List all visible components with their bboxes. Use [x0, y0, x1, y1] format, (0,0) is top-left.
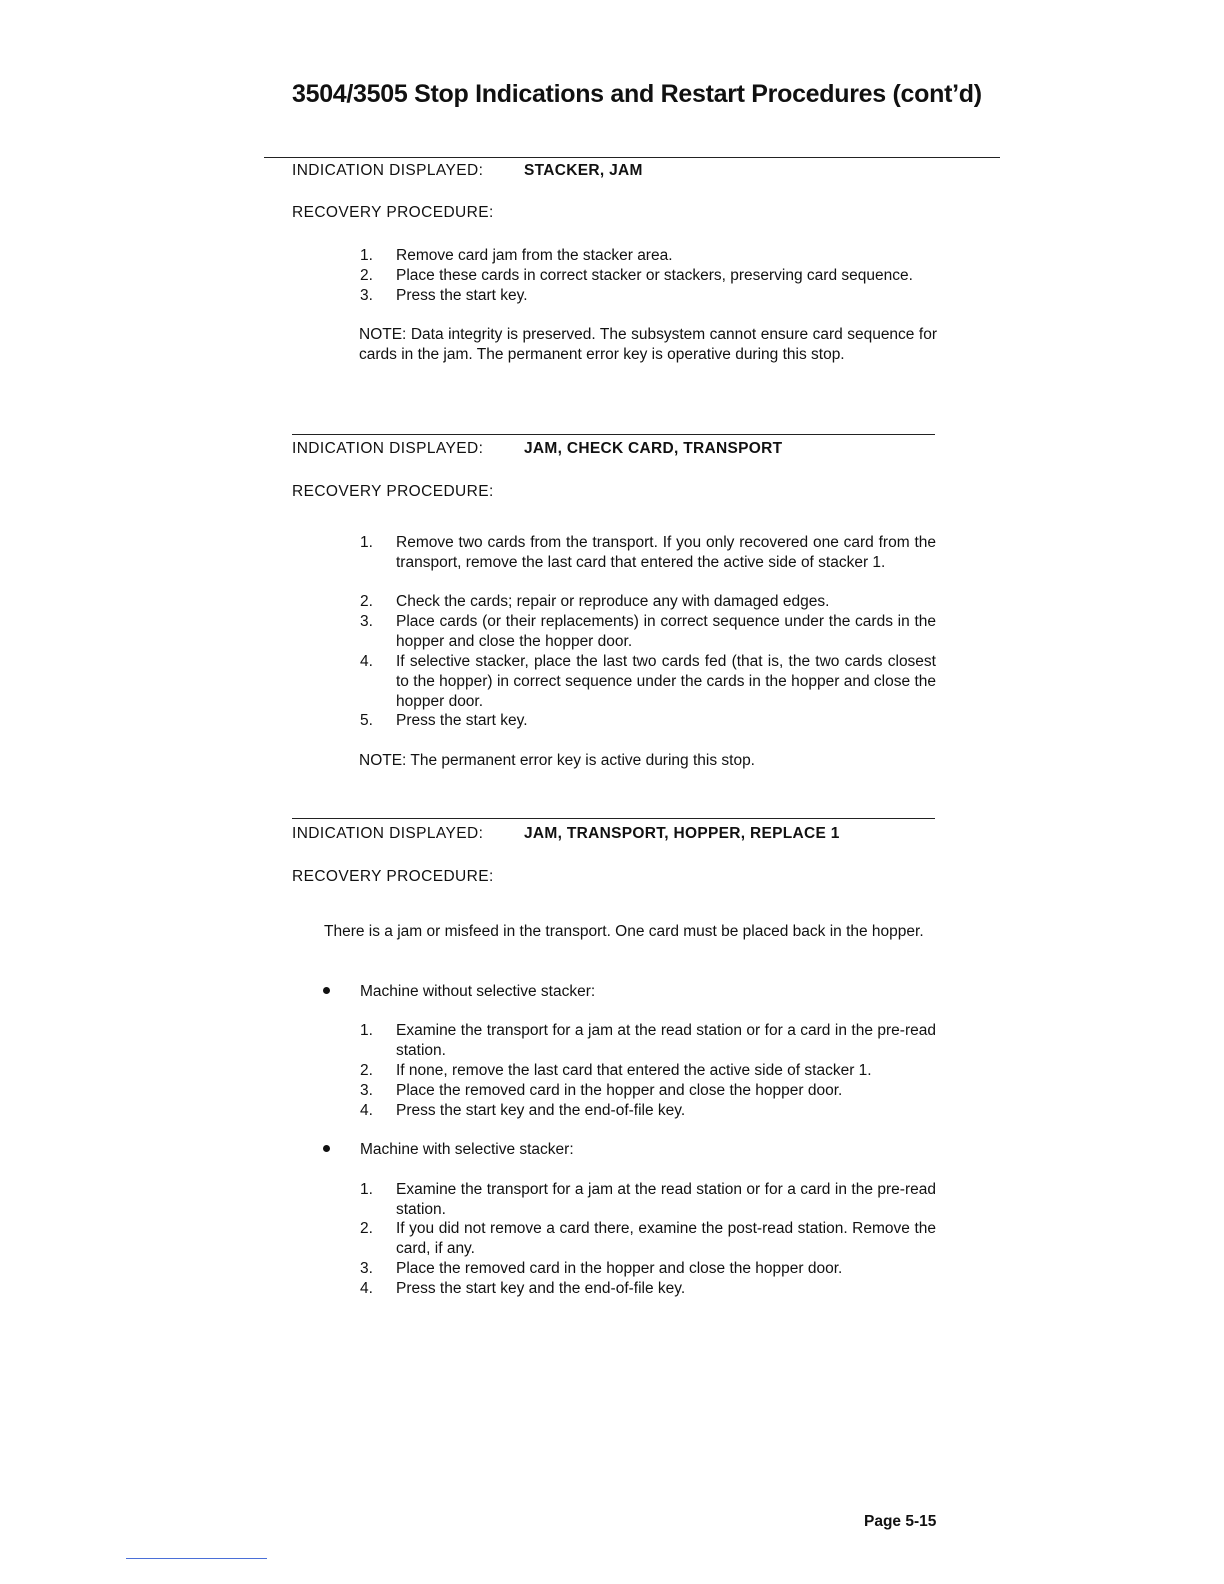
step-number: 4. [360, 1280, 373, 1297]
step-number: 2. [360, 1220, 373, 1237]
step-text: If you did not remove a card there, examine the post-read station. Remove the card, if any. [396, 1220, 936, 1257]
indication-value: STACKER, JAM [524, 162, 643, 179]
step-text: Examine the transport for a jam at the read station or for a card in the pre-read station. [396, 1022, 936, 1059]
recovery-label: RECOVERY PROCEDURE: [292, 868, 494, 885]
recovery-label: RECOVERY PROCEDURE: [292, 204, 494, 221]
section-divider [264, 157, 1000, 158]
step-number: 1. [360, 534, 373, 551]
step-text: Place these cards in correct stacker or stackers, preserving card sequence. [396, 267, 913, 284]
step-text: Place cards (or their replacements) in correct sequence under the cards in the hopper and close the hopper door. [396, 613, 936, 650]
page-number: Page 5-15 [864, 1513, 937, 1530]
step-number: 3. [360, 1260, 373, 1277]
step-number: 2. [360, 593, 373, 610]
intro-paragraph: There is a jam or misfeed in the transport. One card must be placed back in the hopper. [324, 923, 924, 940]
step-text: Press the start key and the end-of-file key. [396, 1280, 686, 1297]
step-number: 3. [360, 613, 373, 630]
bullet-icon [323, 1145, 330, 1152]
step-text: Press the start key. [396, 287, 528, 304]
step-text: Place the removed card in the hopper and close the hopper door. [396, 1260, 843, 1277]
step-number: 1. [360, 247, 373, 264]
step-number: 3. [360, 287, 373, 304]
step-text: Remove card jam from the stacker area. [396, 247, 673, 264]
section-divider [292, 818, 935, 819]
step-text: Press the start key. [396, 712, 528, 729]
indication-label: INDICATION DISPLAYED: [292, 162, 484, 179]
group-heading: Machine without selective stacker: [360, 983, 596, 1000]
step-number: 1. [360, 1181, 373, 1198]
bullet-icon [323, 987, 330, 994]
step-text: Remove two cards from the transport. If you only recovered one card from the transport, remove the last card that entered the active side of stacker 1. [396, 534, 936, 571]
indication-label: INDICATION DISPLAYED: [292, 440, 484, 457]
note-text: NOTE: Data integrity is preserved. The subsystem cannot ensure card sequence for cards in the jam. The permanent error key is operative during this stop. [359, 326, 937, 363]
step-text: Examine the transport for a jam at the read station or for a card in the pre-read station. [396, 1181, 936, 1218]
step-number: 4. [360, 653, 373, 670]
step-text: Place the removed card in the hopper and close the hopper door. [396, 1082, 843, 1099]
section-divider [292, 434, 935, 435]
step-text: Check the cards; repair or reproduce any with damaged edges. [396, 593, 830, 610]
step-text: Press the start key and the end-of-file key. [396, 1102, 686, 1119]
note-text: NOTE: The permanent error key is active during this stop. [359, 752, 755, 769]
step-number: 2. [360, 267, 373, 284]
footer-link-line [126, 1558, 267, 1559]
recovery-label: RECOVERY PROCEDURE: [292, 483, 494, 500]
step-text: If none, remove the last card that entered the active side of stacker 1. [396, 1062, 872, 1079]
indication-label: INDICATION DISPLAYED: [292, 825, 484, 842]
page-title: 3504/3505 Stop Indications and Restart Procedures (cont’d) [292, 80, 982, 108]
indication-value: JAM, TRANSPORT, HOPPER, REPLACE 1 [524, 825, 840, 842]
indication-value: JAM, CHECK CARD, TRANSPORT [524, 440, 783, 457]
step-text: If selective stacker, place the last two cards fed (that is, the two cards closest to the hopper) in correct sequence under the cards in the hopper and close the hopper door. [396, 653, 936, 710]
step-number: 3. [360, 1082, 373, 1099]
step-number: 5. [360, 712, 373, 729]
step-number: 2. [360, 1062, 373, 1079]
step-number: 1. [360, 1022, 373, 1039]
group-heading: Machine with selective stacker: [360, 1141, 574, 1158]
step-number: 4. [360, 1102, 373, 1119]
